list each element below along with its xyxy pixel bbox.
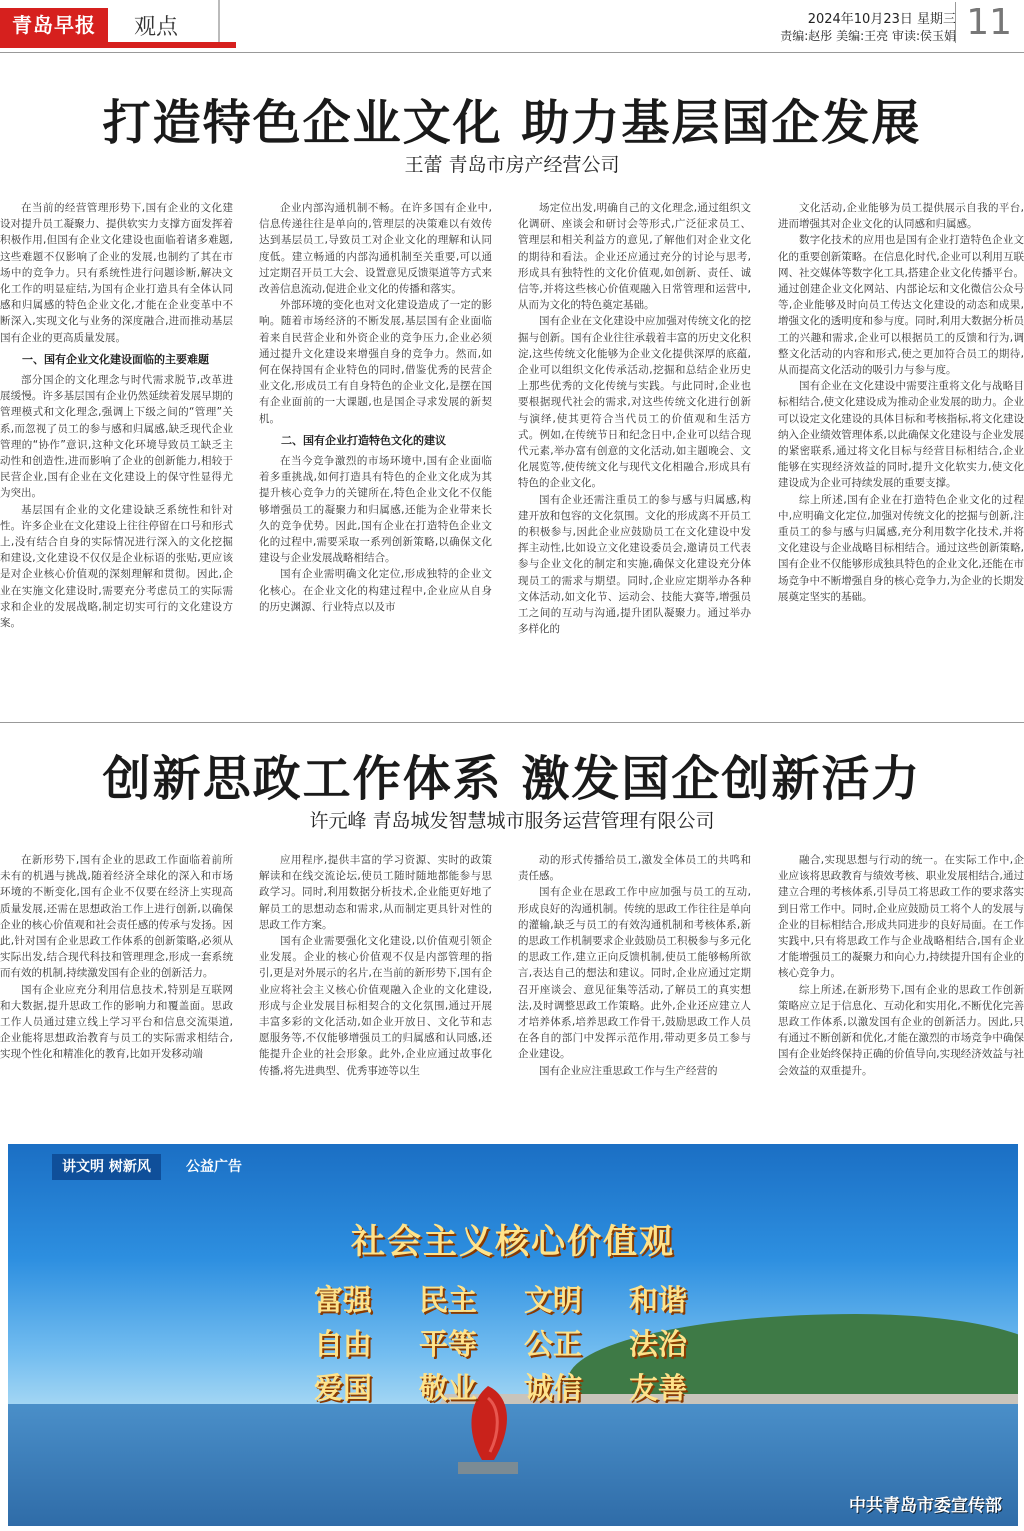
core-values-grid	[314, 1278, 734, 1410]
article2-byline: 许元峰 青岛城发智慧城市服务运营管理有限公司	[309, 810, 715, 832]
paragraph: 综上所述,国有企业在打造特色企业文化的过程中,应明确文化定位,加强对传统文化的挖掘与创新,注重员工的参与感与归属感,充分利用数字化技术,并将文化建设与企业战略目标相结合。通过这些创新策略,国有企业不仅能够形成独具特色的企业文化,还能在市场竞争中不断增强自身的核心竞争力,为企业的长期发展奠定坚实的基础。	[778, 493, 1024, 603]
article2-column-2	[259, 852, 492, 1112]
paragraph: 国有企业应充分利用信息技术,特别是互联网和大数据,提升思政工作的影响力和覆盖面。思政工作人员通过建立线上学习平台和信息交流渠道,企业能将思想政治教育与员工的实际需求相结合,实现个性化和精准化的教育,比如开发移动端	[0, 983, 233, 1061]
page-number: 11	[955, 2, 1012, 43]
core-value: 友善	[629, 1371, 688, 1405]
article2-column-4	[778, 852, 1024, 1112]
article1-column-3	[518, 200, 751, 700]
paragraph: 国有企业在思政工作中应加强与员工的互动,形成良好的沟通机制。传统的思政工作往往是单向的灌输,缺乏与员工的有效沟通机制和考核体系,新的思政工作机制要求企业鼓励员工积极参与多元化的思政工作,建立正向反馈机制,使员工能够畅所欲言,表达自己的想法和建议。同时,企业应通过定期召开座谈会、意见征集等活动,了解员工的真实想法,及时调整思政工作策略。此外,企业还应建立人才培养体系,培养思政工作骨干,鼓励思政工作人员在各自的部门中发挥示范作用,带动更多员工参与企业建设。	[518, 886, 751, 1061]
paragraph: 在当前的经营管理形势下,国有企业的文化建设对提升员工凝聚力、提供软实力支撑方面发挥着积极作用,但国有企业文化建设也面临着诸多难题,这些难题不仅影响了企业的发展,也制约了其在市场中的竞争力。只有系统性进行问题诊断,解决文化工作的明显症结,为国有企业打造具有全体认同感和归属感的特色企业文化,才能在企业变革中不断深入,实现文化与业务的深度融合,进而推动基层国有企业的更高质量发展。	[0, 202, 233, 344]
paragraph: 国有企业在文化建设中需要注重将文化与战略目标相结合,使文化建设成为推动企业发展的助力。企业可以设定文化建设的具体目标和考核指标,将文化建设纳入企业绩效管理体系,以此确保文化建设与企业发展的紧密联系,通过将文化目标与经营目标相结合,企业能够在实现经济效益的同时,提升文化软实力,使文化建设成为企业可持续发展的重要支撑。	[778, 380, 1024, 490]
article2-title: 创新思政工作体系 激发国企创新活力	[102, 751, 922, 807]
masthead	[0, 0, 1024, 52]
article1-byline: 王蕾 青岛市房产经营公司	[404, 154, 620, 176]
paragraph: 场定位出发,明确自己的文化理念,通过组织文化调研、座谈会和研讨会等形式,广泛征求员工、管理层和相关利益方的意见,了解他们对企业文化的期待和看法。企业还应通过充分的讨论与思考,形成具有独特性的文化价值观,如创新、责任、诚信等,并将这些核心价值观融入日常管理和运营中,从而为文化的特色奠定基础。	[518, 202, 751, 312]
core-value: 敬业	[419, 1371, 478, 1405]
section-label: 观点	[134, 15, 179, 40]
article1-column-1	[0, 200, 233, 700]
section-heading: 一、国有企业文化建设面临的主要难题	[22, 352, 209, 366]
paragraph: 基层国有企业的文化建设缺乏系统性和针对性。许多企业在文化建设上往往停留在口号和形式上,没有结合自身的实际情况进行深入的文化挖掘和建设,文化建设不仅仅是企业标语的张贴,更应该是对企业核心价值观的深刻理解和贯彻。因此,企业在实施文化建设时,需要充分考虑员工的实际需求和企业的发展战略,制定切实可行的文化建设方案。	[0, 503, 233, 630]
paragraph: 在新形势下,国有企业的思政工作面临着前所未有的机遇与挑战,随着经济全球化的深入和市场环境的不断变化,国有企业不仅要在经济上实现高质量发展,还需在思想政治工作上进行创新,以确保企业的核心价值观和社会责任感的传承与发扬。因此,针对国有企业思政工作体系的创新策略,必须从实际出发,结合现代科技和管理理念,形成一套系统而有效的机制,持续激发国有企业的创新活力。	[0, 854, 233, 980]
paragraph: 数字化技术的应用也是国有企业打造特色企业文化的重要创新策略。在信息化时代,企业可以利用互联网、社交媒体等数字化工具,搭建企业文化传播平台。通过创建企业文化网站、内部论坛和文化微信公众号等,企业能够及时向员工传达文化建设的动态和成果,增强文化的透明度和参与度。同时,利用大数据分析员工的兴趣和需求,企业可以根据员工的反馈和行为,调整文化活动的内容和形式,使之更加符合员工的期待,从而提高文化活动的吸引力与参与度。	[778, 234, 1024, 377]
paragraph: 部分国企的文化理念与时代需求脱节,改革进展缓慢。许多基层国有企业仍然延续着发展早期的管理模式和文化理念,强调上下级之间的“管理”关系,而忽视了员工的参与感和归属感,缺乏现代企业管理的“协作”意识,这种文化环境导致员工缺乏主动性和创造性,进而影响了企业的创新能力,相较于民营企业,国有企业在文化建设上的保守性显得尤为突出。	[0, 374, 233, 500]
core-value: 和谐	[629, 1283, 688, 1317]
paragraph: 文化活动,企业能够为员工提供展示自我的平台,进而增强其对企业文化的认同感和归属感。	[778, 202, 1024, 231]
core-value: 文明	[524, 1283, 583, 1317]
paragraph: 融合,实现思想与行动的统一。在实际工作中,企业应该将思政教育与绩效考核、职业发展相结合,通过建立合理的考核体系,引导员工将思政工作的要求落实到日常工作中。同时,企业应鼓励员工将个人的发展与企业的目标相结合,形成共同进步的良好局面。在工作实践中,只有将思政工作与企业战略相结合,国有企业才能增强员工的凝聚力和向心力,持续提升国有企业的核心竞争力。	[778, 854, 1024, 980]
core-value: 公正	[524, 1327, 583, 1361]
section-tab	[108, 0, 220, 44]
paragraph: 在当今竞争激烈的市场环境中,国有企业面临着多重挑战,如何打造具有特色的企业文化成为其提升核心竞争力的关键所在,特色企业文化不仅能够增强员工的凝聚力和归属感,还能为企业带来长久的竞争优势。因此,国有企业在打造特色企业文化的过程中,需要采取一系列创新策略,以确保文化建设与企业发展战略相结合。	[259, 455, 492, 565]
paragraph: 动的形式传播给员工,激发全体员工的共鸣和责任感。	[518, 854, 751, 883]
ad-title: 社会主义核心价值观	[351, 1222, 675, 1262]
core-value: 平等	[419, 1327, 478, 1361]
core-value: 民主	[419, 1283, 478, 1317]
paragraph: 外部环境的变化也对文化建设造成了一定的影响。随着市场经济的不断发展,基层国有企业面临着来自民营企业和外资企业的竞争压力,企业必须通过提升文化建设来增强自身的竞争力。然而,如何在保持国有企业特色的同时,借鉴优秀的民营企业文化,形成员工有自身特色的企业文化,是摆在国有企业面前的一大课题,也是国企寻求发展的新契机。	[259, 299, 492, 425]
section-heading: 二、国有企业打造特色文化的建议	[281, 433, 446, 447]
ad-credit: 中共青岛市委宣传部	[849, 1496, 1002, 1516]
core-value: 法治	[629, 1327, 688, 1361]
paragraph: 国有企业还需注重员工的参与感与归属感,构建开放和包容的文化氛围。文化的形成离不开员工的积极参与,因此企业应鼓励员工在文化建设中发挥主动性,比如设立文化建设委员会,邀请员工代表参与企业文化的制定和实施,确保文化建设充分体现员工的需求与期望。同时,企业应定期举办各种文体活动,如文化节、运动会、技能大赛等,增强员工之间的互动与沟通,提升团队凝聚力。通过举办多样化的	[518, 493, 751, 636]
paragraph: 国有企业需要强化文化建设,以价值观引领企业发展。企业的核心价值观不仅是内部管理的指引,更是对外展示的名片,在当前的新形势下,国有企业应将社会主义核心价值观融入企业的文化建设,形成与企业发展目标相契合的文化氛围,通过开展丰富多彩的文化活动,如企业开放日、文化节和志愿服务等,不仅能够增强员工的归属感和认同感,还能提升企业的社会形象。此外,企业应通过故事化传播,将先进典型、优秀事迹等以生	[259, 935, 492, 1077]
public-service-ad	[8, 1144, 1018, 1526]
masthead-red-bar	[0, 42, 236, 48]
core-value: 爱国	[314, 1371, 373, 1405]
issue-date: 2024年10月23日 星期三	[807, 12, 956, 27]
paragraph: 企业内部沟通机制不畅。在许多国有企业中,信息传递往往是单向的,管理层的决策难以有效传达到基层员工,导致员工对企业文化的理解和认同度低。建立畅通的内部沟通机制至关重要,可以通过定期召开员工大会、设置意见反馈渠道等方式来改善信息流动,促进企业文化的传播和落实。	[259, 202, 492, 296]
core-value: 自由	[314, 1327, 373, 1361]
article1-column-2	[259, 200, 492, 700]
core-value: 富强	[314, 1283, 373, 1317]
paragraph: 应用程序,提供丰富的学习资源、实时的政策解读和在线交流论坛,使员工随时随地都能参与思政学习。同时,利用数据分析技术,企业能更好地了解员工的思想动态和需求,从而制定更具针对性的思政工作方案。	[259, 854, 492, 931]
article1-column-4	[778, 200, 1024, 700]
editor-credits: 责编:赵彤 美编:王亮 审读:侯玉娟	[780, 29, 956, 43]
newspaper-logo: 青岛早报	[0, 8, 108, 42]
article2-column-3	[518, 852, 751, 1112]
ad-type-label: 公益广告	[186, 1159, 242, 1175]
article-divider	[0, 722, 1024, 723]
paragraph: 综上所述,在新形势下,国有企业的思政工作创新策略应立足于信息化、互动化和实用化,不断优化完善思政工作体系,以激发国有企业的创新活力。因此,只有通过不断创新和优化,才能在激烈的市场竞争中确保国有企业始终保持正确的价值导向,实现经济效益与社会效益的双重提升。	[778, 983, 1024, 1077]
paragraph: 国有企业应注重思政工作与生产经营的	[539, 1064, 718, 1077]
paragraph: 国有企业在文化建设中应加强对传统文化的挖掘与创新。国有企业往往承载着丰富的历史文化积淀,这些传统文化能够为企业文化提供深厚的底蕴,企业可以组织文化传承活动,挖掘和总结企业历史上那些优秀的文化传统与实践。与此同时,企业也要根据现代社会的需求,对这些传统文化进行创新与演绎,使其更符合当代员工的价值观和生活方式。例如,在传统节日和纪念日中,企业可以结合现代元素,举办富有创意的文化活动,如主题晚会、文化展览等,使传统文化与现代文化相融合,形成具有特色的企业文化。	[518, 315, 751, 490]
article1-title: 打造特色企业文化 助力基层国企发展	[102, 95, 922, 151]
paragraph: 国有企业需明确文化定位,形成独特的企业文化核心。在企业文化的构建过程中,企业应从自身的历史渊源、行业特点以及市	[259, 568, 492, 613]
ad-slogan-tag: 讲文明 树新风	[52, 1154, 161, 1180]
article2-column-1	[0, 852, 233, 1112]
core-value: 诚信	[524, 1371, 583, 1405]
header-divider	[0, 52, 1024, 53]
